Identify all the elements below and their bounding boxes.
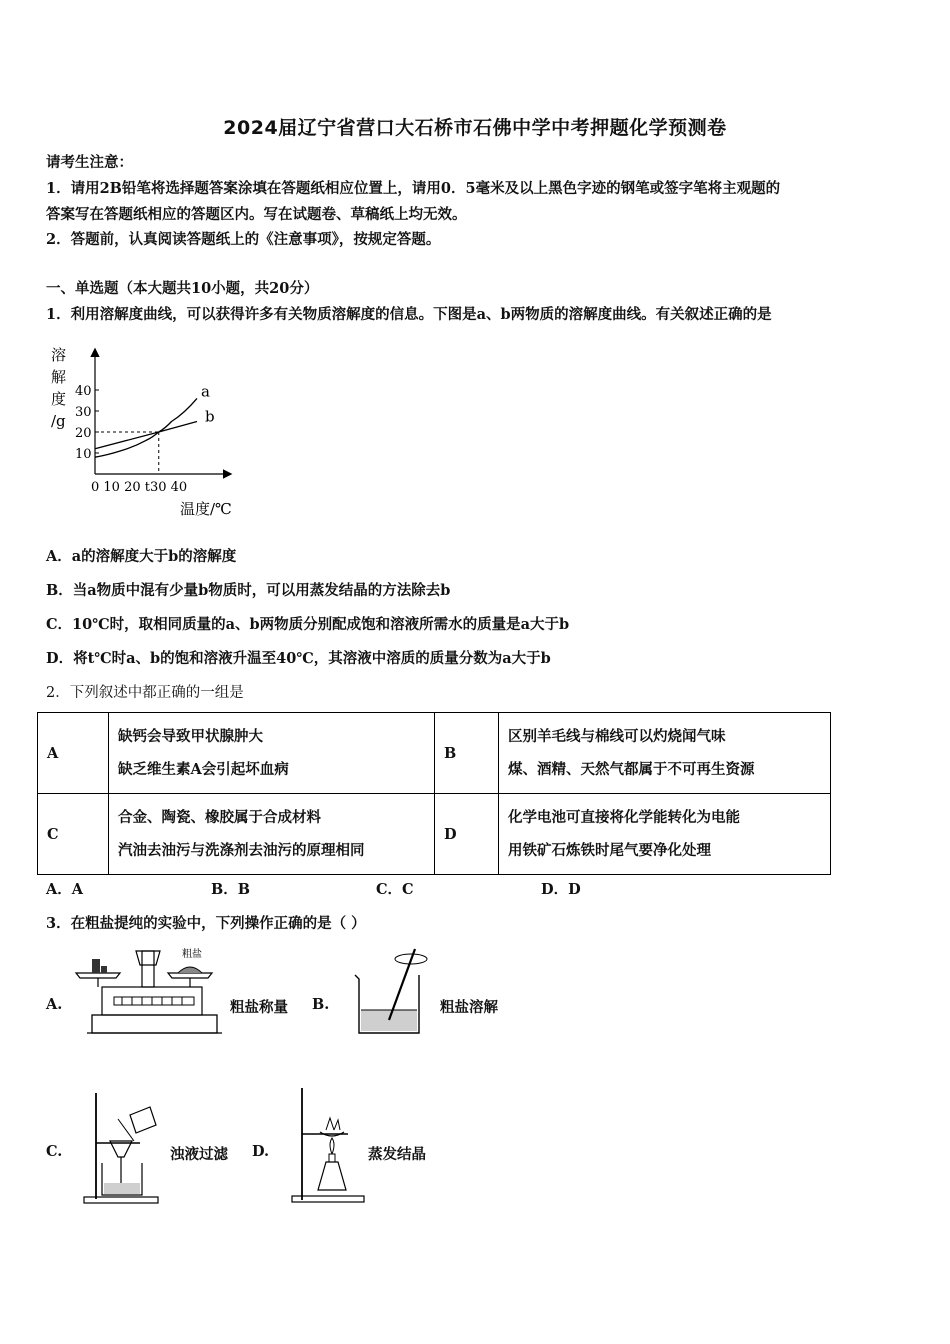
table-row [38,713,831,794]
table-row [38,794,831,875]
notice-item2: 2．答题前，认真阅读答题纸上的《注意事项》，按规定答题。 [46,231,441,248]
x-axis-label: 温度/℃ [180,500,232,518]
q2-b-line2: 煤、酒精、天然气都属于不可再生资源 [508,761,755,778]
q3-b-caption: 粗盐溶解 [440,999,498,1016]
q2-letter-c: C [38,794,109,875]
q3-d-letter: D. [252,1143,270,1160]
section-heading: 一、单选题（本大题共10小题，共20分） [46,280,319,297]
y-tick-label: 10 [75,447,92,462]
q2-cell-c [109,794,435,875]
q2-c-line2: 汽油去油污与洗涤剂去油污的原理相同 [118,842,365,859]
y-tick-label: 30 [75,405,92,420]
q2-c-line1: 合金、陶瓷、橡胶属于合成材料 [118,809,321,826]
evaporation-illustration [290,1082,370,1206]
notice-item1-line1: 1．请用2B铅笔将选择题答案涂填在答题纸相应位置上，请用0．5毫米及以上黑色字迹的钢笔或签字笔将主观题的 [46,180,781,197]
page-title: 2024届辽宁省营口大石桥市石佛中学中考押题化学预测卷 [223,117,727,139]
beaker-illustration [345,945,435,1040]
q2-option-b: B．B [211,881,251,898]
q3-b-letter: B. [312,996,330,1013]
filtration-illustration [80,1085,170,1205]
q3-c-letter: C. [46,1143,63,1160]
notice-heading: 请考生注意： [46,154,133,171]
series-a-label: a [201,382,210,401]
q2-letter-d: D [435,794,499,875]
salt-label: 粗盐 [182,949,202,960]
q1-option-d: D．将t℃时a、b的饱和溶液升温至40℃，其溶液中溶质的质量分数为a大于b [46,650,551,667]
y-axis-label-char: 溶 [51,346,67,364]
q1-option-b: B．当a物质中混有少量b物质时，可以用蒸发结晶的方法除去b [46,582,451,599]
q2-option-c: C．C [376,881,414,898]
q3-a-letter: A. [46,996,63,1013]
series-b-label: b [205,407,215,426]
q1-stem: 1．利用溶解度曲线，可以获得许多有关物质溶解度的信息。下图是a、b两物质的溶解度曲线。有关叙述正确的是 [46,306,772,323]
q2-letter-b: B [435,713,499,794]
solubility-chart [45,340,245,525]
q2-a-line1: 缺钙会导致甲状腺肿大 [118,728,263,745]
q2-d-line2: 用铁矿石炼铁时尾气要净化处理 [508,842,711,859]
q2-cell-b [499,713,831,794]
q2-letter-a: A [38,713,109,794]
q3-d-caption: 蒸发结晶 [368,1146,426,1163]
series-b-line [95,422,197,449]
y-axis-label-char: 度 [51,390,67,408]
q2-table [37,712,831,875]
q2-option-a: A．A [46,881,84,898]
x-tick-labels: 0 10 20 t30 40 [91,480,188,495]
q3-c-caption: 浊液过滤 [170,1146,228,1163]
q1-option-c: C．10℃时，取相同质量的a、b两物质分别配成饱和溶液所需水的质量是a大于b [46,616,570,633]
y-axis-label-char: 解 [51,368,67,386]
q3-a-caption: 粗盐称量 [230,999,288,1016]
q2-cell-a [109,713,435,794]
q2-b-line1: 区别羊毛线与棉线可以灼烧闻气味 [508,728,726,745]
y-axis-label-char: /g [51,412,66,430]
q3-stem: 3．在粗盐提纯的实验中，下列操作正确的是（ ） [46,915,366,932]
y-tick-label: 40 [75,384,92,399]
q1-option-a: A．a的溶解度大于b的溶解度 [46,548,237,565]
balance-illustration [72,945,222,1037]
notice-item1-line2: 答案写在答题纸相应的答题区内。写在试题卷、草稿纸上均无效。 [46,206,467,223]
y-tick-label: 20 [75,426,92,441]
series-a-line [95,398,197,457]
q2-stem: 2．下列叙述中都正确的一组是 [46,685,244,701]
q2-cell-d [499,794,831,875]
q2-option-d: D．D [541,881,581,898]
q2-a-line2: 缺乏维生素A会引起坏血病 [118,761,289,778]
q2-d-line1: 化学电池可直接将化学能转化为电能 [508,809,740,826]
